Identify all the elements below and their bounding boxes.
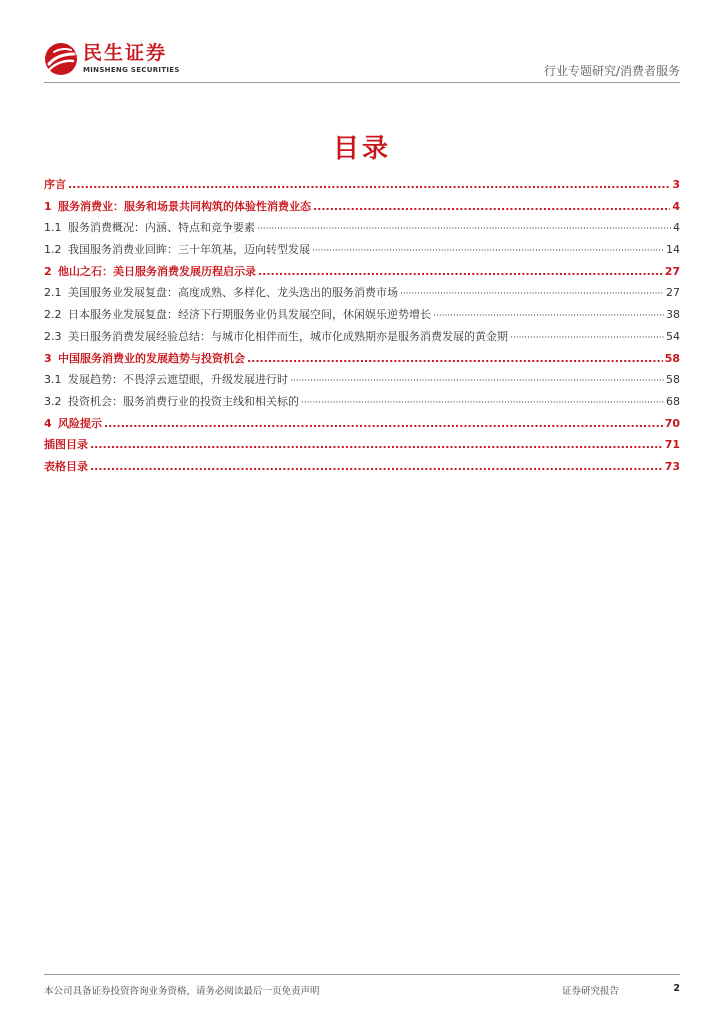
table-of-contents [44,174,680,478]
toc-entry-label: 美国服务业发展复盘：高度成熟、多样化、龙头迭出的服务消费市场 [68,286,398,300]
toc-entry-label: 日本服务业发展复盘：经济下行期服务业仍具发展空间，休闲娱乐逆势增长 [68,308,431,322]
toc-entry-label: 风险提示 [58,416,102,430]
toc-entry[interactable] [44,217,680,239]
page-header [44,40,680,80]
toc-entry-page: 3 [672,178,680,191]
toc-dot-leader [313,196,670,218]
toc-entry-number: 3.2 [44,394,62,408]
toc-entry-page: 68 [666,394,680,408]
toc-entry-label: 表格目录 [44,459,88,473]
toc-entry-page: 4 [672,199,680,213]
toc-entry[interactable] [44,239,680,261]
toc-entry[interactable] [44,391,680,413]
toc-entry-page: 73 [664,459,680,473]
toc-dot-leader [68,174,670,196]
footer-divider [44,974,680,975]
toc-dot-leader [258,261,663,283]
toc-entry[interactable] [44,304,680,326]
toc-entry-label: 投资机会：服务消费行业的投资主线和相关标的 [68,394,299,408]
toc-entry-page: 54 [666,329,680,343]
toc-entry-number: 3.1 [44,373,62,387]
toc-dot-leader [400,282,664,306]
footer-report-label: 证券研究报告 [562,986,620,997]
toc-dot-leader [90,434,663,456]
report-type: 行业专题研究/消费者服务 [543,64,680,78]
toc-dot-leader [257,217,671,241]
toc-entry[interactable] [44,369,680,391]
toc-dot-leader [433,304,664,328]
toc-entry-label: 中国服务消费业的发展趋势与投资机会 [58,351,245,365]
toc-dot-leader [90,456,663,478]
toc-entry-number: 3 [44,351,52,365]
toc-entry-page: 58 [666,373,680,387]
minsheng-logo-icon [44,42,78,76]
footer-disclaimer: 本公司具备证券投资咨询业务资格，请务必阅读最后一页免责声明 [44,986,320,997]
toc-entry-label: 美日服务消费发展经验总结：与城市化相伴而生，城市化成熟期亦是服务消费发展的黄金期 [68,329,508,343]
toc-entry-page: 58 [664,351,680,365]
toc-entry[interactable] [44,282,680,304]
toc-entry[interactable] [44,456,680,478]
toc-entry-number: 1.1 [44,221,62,235]
toc-dot-leader [104,413,663,435]
toc-entry-number: 2.2 [44,308,62,322]
toc-dot-leader [247,348,663,370]
toc-entry-number: 1.2 [44,243,62,257]
toc-entry[interactable] [44,413,680,435]
toc-entry[interactable] [44,326,680,348]
toc-dot-leader [510,326,664,350]
toc-dot-leader [301,391,664,415]
logo-english-name: MINSHENG SECURITIES [83,66,180,74]
toc-entry-page: 14 [666,243,680,257]
page-number: 2 [673,983,680,994]
toc-dot-leader [312,239,664,263]
toc-entry[interactable] [44,174,680,196]
toc-dot-leader [290,369,664,393]
toc-entry-page: 70 [664,416,680,430]
toc-entry[interactable] [44,261,680,283]
toc-entry-label: 服务消费概况：内涵、特点和竞争要素 [68,221,255,235]
toc-entry-label: 他山之石：美日服务消费发展历程启示录 [58,264,256,278]
toc-entry[interactable] [44,348,680,370]
toc-entry-label: 插图目录 [44,438,88,452]
toc-entry-page: 27 [666,286,680,300]
logo-chinese-name: 民生证券 [83,42,168,64]
toc-entry-page: 27 [664,264,680,278]
toc-entry-page: 38 [666,308,680,322]
toc-entry-label: 服务消费业：服务和场景共同构筑的体验性消费业态 [58,199,311,213]
toc-entry[interactable] [44,434,680,456]
toc-entry-page: 71 [664,438,680,452]
toc-entry-label: 序言 [44,178,66,191]
toc-entry[interactable] [44,196,680,218]
toc-entry-number: 4 [44,416,52,430]
toc-entry-page: 4 [673,221,680,235]
header-divider [44,82,680,83]
toc-entry-label: 发展趋势：不畏浮云遮望眼，升级发展进行时 [68,373,288,387]
toc-entry-number: 2 [44,264,52,278]
toc-entry-label: 我国服务消费业回眸：三十年筑基，迈向转型发展 [68,243,310,257]
toc-entry-number: 2.1 [44,286,62,300]
toc-title: 目录 [332,134,391,164]
company-logo [44,42,204,80]
toc-entry-number: 1 [44,199,52,213]
toc-entry-number: 2.3 [44,329,62,343]
